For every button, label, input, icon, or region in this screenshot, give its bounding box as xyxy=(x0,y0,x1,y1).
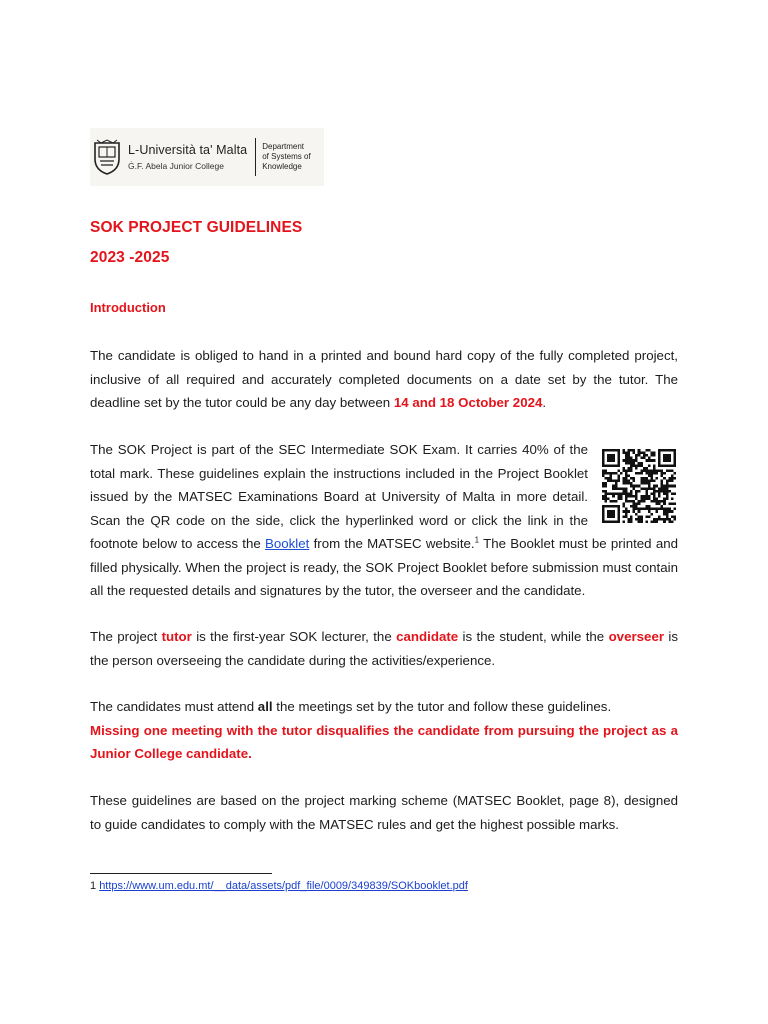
paragraph-marking-scheme: These guidelines are based on the project marking scheme (MATSEC Booklet, page 8), designed to guide candidates to comply with the MATSEC rules and get the highest possible marks. xyxy=(90,793,678,832)
paragraph-meetings xyxy=(90,695,678,766)
qr-code-icon[interactable] xyxy=(600,449,678,523)
deadline-dates: 14 and 18 October 2024 xyxy=(393,395,543,410)
logo-department: Department of Systems of Knowledge xyxy=(262,142,311,171)
paragraph-project-overview xyxy=(90,438,678,603)
paragraph-text: The candidates must attend xyxy=(90,699,258,714)
paragraph-roles xyxy=(90,625,678,672)
footnote-reference[interactable]: 1 xyxy=(474,535,480,545)
booklet-link[interactable]: Booklet xyxy=(264,536,310,551)
logo-university-name: L-Università ta' Malta xyxy=(128,143,248,157)
paragraph-text: The SOK Project is part of the SEC Intermediate SOK Exam. It carries 40% of the total mark. These guidelines explain the instructions included in the Project Booklet issued by the MATSEC Examinations Board at University of Malta in more detail. Scan the QR code on the side, click the hyperlinked word or click the link in the footnote below to access the xyxy=(90,442,588,551)
footnote xyxy=(90,880,468,892)
paragraph-text: the meetings set by the tutor and follow these guidelines. xyxy=(272,699,612,714)
role-tutor: tutor xyxy=(161,629,192,644)
logo-college-name: Ġ.F. Abela Junior College xyxy=(128,160,224,171)
university-crest-icon xyxy=(92,139,122,175)
paragraph-submission xyxy=(90,344,678,415)
logo-divider xyxy=(255,138,256,176)
document-title: SOK PROJECT GUIDELINES xyxy=(90,219,303,236)
section-heading-introduction: Introduction xyxy=(90,300,166,315)
paragraph-text: The project xyxy=(90,629,162,644)
paragraph-text: The candidate is obliged to hand in a printed and bound hard copy of the fully completed project, inclusive of all required and accurately completed documents on a date set by the tutor. The deadline set by the tutor could be any day between xyxy=(90,348,678,410)
paragraph-text: from the MATSEC website. xyxy=(309,536,475,551)
university-logo xyxy=(90,128,324,186)
role-candidate: candidate xyxy=(396,629,459,644)
role-overseer: overseer xyxy=(608,629,665,644)
paragraph-text: The Booklet must be printed and filled physically. When the project is ready, the SOK Project Booklet before submission must contain all the requested details and signatures by the tutor, the overseer and the candidate. xyxy=(90,536,678,598)
paragraph-text-end: . xyxy=(542,395,547,410)
paragraph-text: is the person overseeing the candidate during the activities/experience. xyxy=(90,629,678,668)
footnote-separator xyxy=(90,873,272,874)
document-years: 2023 -2025 xyxy=(90,249,170,266)
paragraph-text: is the first-year SOK lecturer, the xyxy=(191,629,397,644)
paragraph-text: is the student, while the xyxy=(458,629,609,644)
emphasis-all: all xyxy=(257,699,273,714)
footnote-number: 1 xyxy=(90,880,97,892)
footnote-url-link[interactable]: https://www.um.edu.mt/__data/assets/pdf_file/0009/349839/SOKbooklet.pdf xyxy=(99,880,468,892)
disqualification-warning: Missing one meeting with the tutor disqualifies the candidate from pursuing the project as a Junior College candidate. xyxy=(90,722,678,761)
